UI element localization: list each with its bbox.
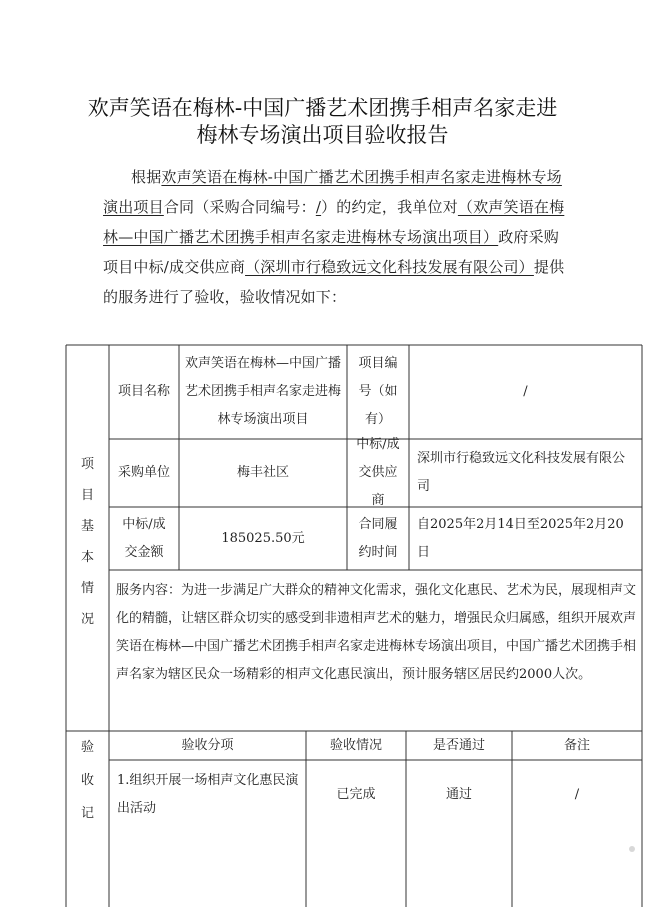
report-title-line-1: 欢声笑语在梅林-中国广播艺术团携手相声名家走进 [87,96,558,120]
intro-text-2: 合同（采购合同编号： [163,198,316,216]
header-item: 验收分项 [181,737,234,753]
purchaser-label: 采购单位 [117,465,170,480]
period-label: 合同履约时间 [358,516,398,560]
period-value: 自2025年2月14日至2025年2月20日 [417,516,624,560]
table-row-status: 已完成 [336,787,376,802]
intro-text-1: 根据 [131,168,162,186]
purchaser-value: 梅丰社区 [236,465,289,480]
section-char: 收 [80,773,94,788]
intro-contract-no: / [315,198,322,216]
section-acceptance-label [66,731,109,907]
header-remark: 备注 [563,737,590,753]
section-char: 基 [80,518,94,534]
intro-supplier: （深圳市行稳致远文化科技发展有限公司） [245,258,534,276]
supplier-value: 深圳市行稳致远文化科技发展有限公司 [417,451,626,494]
project-no-label: 项目编号（如有） [358,356,398,427]
intro-text-3: ）的约定，我单位对 [321,198,458,216]
project-name-label: 项目名称 [117,384,170,399]
intro-text-5: 提供的服务进行了验收，验收情况如下： [103,258,565,306]
section-char: 情 [80,580,94,596]
scan-speck [629,846,635,852]
section-basic-info-label [66,439,109,644]
table-row-remark: / [574,787,580,802]
section-char: 本 [80,549,94,565]
intro-project-name-2: （欢声笑语在梅林—中国广播艺术团携手相声名家走进梅林专场演出项目） [103,198,565,246]
section-char: 目 [80,487,94,503]
report-title-line-2: 梅林专场演出项目验收报告 [196,123,449,147]
header-passed: 是否通过 [432,737,485,753]
table-row-passed: 通过 [445,787,472,802]
amount-label: 中标/成交金额 [122,516,166,560]
amount-value: 185025.50元 [221,530,305,546]
section-char: 记 [80,806,94,821]
section-char: 项 [80,456,94,472]
service-content: 服务内容：为进一步满足广大群众的精神文化需求，强化文化惠民、艺术为民，展现相声文化的精髓，让辖区群众切实的感受到非遗相声艺术的魅力，增强民众归属感，组织开展欢声笑语在梅林—中国广播艺术团携手相声名家走进梅林专场演出项目，中国广播艺术团携手相声名家为辖区民众一场精彩的相声文化惠民演出，预计服务辖区居民约2000人次。 [116,583,637,682]
intro-project-name: 欢声笑语在梅林-中国广播艺术团携手相声名家走进梅林专场演出项目 [103,168,562,216]
header-status: 验收情况 [329,737,382,753]
table-row-item: 1.组织开展一场相声文化惠民演出活动 [117,773,299,816]
project-name-value: 欢声笑语在梅林—中国广播艺术团携手相声名家走进梅林专场演出项目 [185,356,342,427]
supplier-label: 中标/成交供应商 [356,437,400,508]
intro-paragraph [103,162,573,312]
intro-text-4: 政府采购项目中标/成交供应商 [103,228,560,276]
project-no-value: / [523,384,528,399]
section-char: 验 [80,740,94,755]
section-char: 况 [80,611,94,627]
